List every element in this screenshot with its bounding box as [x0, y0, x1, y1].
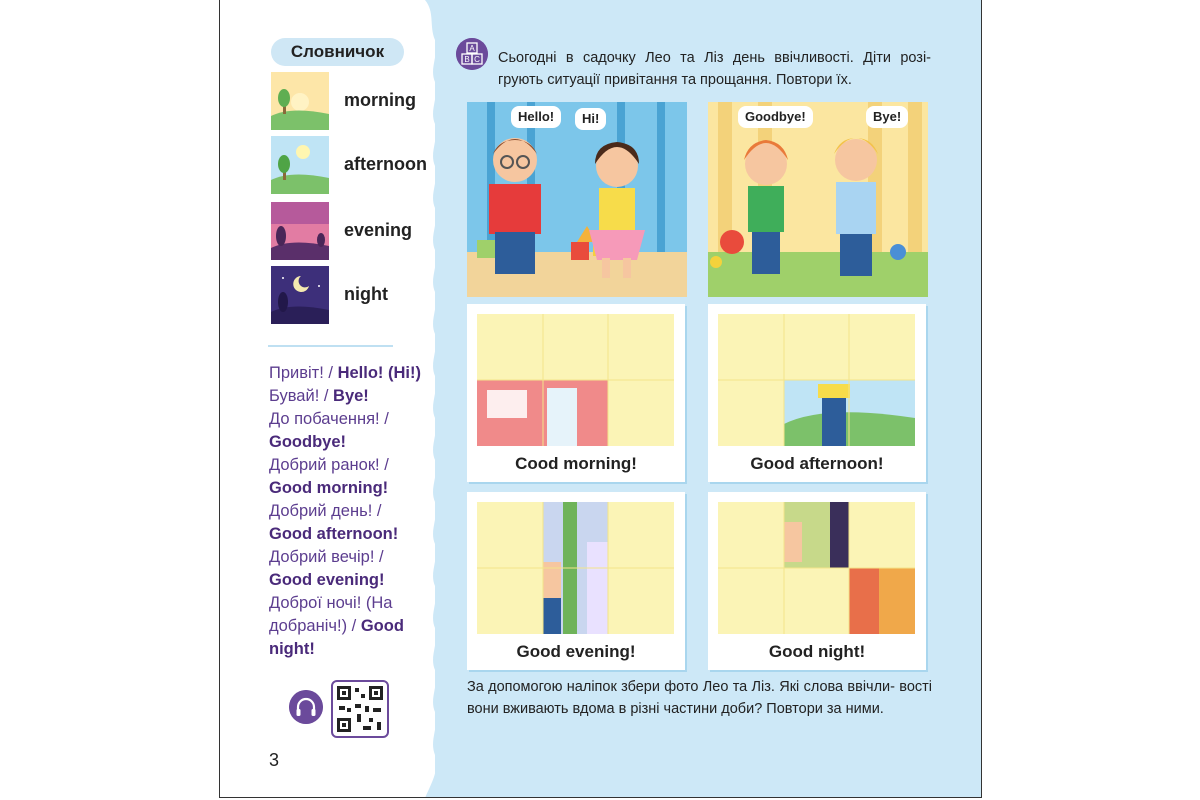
phrase-item: Бувай! / Bye!	[269, 387, 369, 405]
vocab-title: Словничок	[271, 38, 404, 66]
sticker-grid	[477, 502, 674, 634]
phrase-item: До побачення! / Goodbye!	[269, 410, 389, 451]
sticker-card-afternoon	[708, 304, 926, 482]
vocab-item-night	[271, 266, 441, 324]
headphones-icon[interactable]	[289, 690, 323, 724]
sticker-grid	[477, 314, 674, 446]
card-caption: Good evening!	[516, 642, 636, 661]
divider	[268, 345, 393, 347]
vocab-item-evening	[271, 202, 441, 260]
phrase-item: Доброї ночі! (На добраніч!) / Good night!	[269, 594, 404, 658]
intro-text: Сьогодні в садочку Лео та Ліз день ввічливості. Діти розі- грують ситуації привітання та прощання. Повтори їх.	[498, 50, 931, 88]
scene-goodbye	[708, 102, 928, 297]
sticker-card-night	[708, 492, 926, 670]
speech-bubble: Bye!	[866, 106, 908, 128]
speech-bubble: Goodbye!	[738, 106, 813, 128]
night-scene-icon	[271, 266, 329, 324]
phrase-list	[269, 362, 449, 661]
page-number: 3	[269, 750, 280, 770]
morning-scene-icon	[271, 72, 329, 130]
sticker-card-evening	[467, 492, 685, 670]
sticker-card-morning	[467, 304, 685, 482]
svg-text:B: B	[464, 55, 470, 64]
afternoon-scene-icon	[271, 136, 329, 194]
vocab-word: night	[344, 284, 388, 304]
abc-blocks-icon	[456, 38, 488, 70]
qr-code-icon[interactable]	[331, 680, 389, 738]
speech-bubble: Hi!	[575, 108, 606, 130]
outro-text: За допомогою наліпок збери фото Лео та Ліз. Які слова ввічли- вості вони вживають вдома в різні частини доби? Повтори за ними.	[467, 679, 932, 717]
scene-hello-illustration	[467, 102, 687, 297]
vocab-word: morning	[344, 90, 416, 110]
vocab-item-afternoon	[271, 136, 441, 194]
sticker-grid	[718, 314, 915, 446]
phrase-item: Добрий ранок! / Good morning!	[269, 456, 389, 497]
sticker-grid	[718, 502, 915, 634]
card-caption: Cood morning!	[515, 454, 637, 473]
evening-scene-icon	[271, 202, 329, 260]
svg-text:C: C	[474, 55, 480, 64]
phrase-item: Добрий вечір! / Good evening!	[269, 548, 385, 589]
vocab-item-morning	[271, 72, 441, 130]
card-caption: Good night!	[768, 642, 866, 661]
phrase-item: Добрий день! / Good afternoon!	[269, 502, 399, 543]
vocab-word: afternoon	[344, 154, 427, 174]
scene-goodbye-illustration	[708, 102, 928, 297]
book-page	[219, 0, 982, 798]
vocab-word: evening	[344, 220, 413, 240]
phrase-item: Привіт! / Hello! (Hi!)	[269, 364, 421, 382]
svg-text:A: A	[469, 44, 475, 53]
card-caption: Good afternoon!	[750, 454, 884, 473]
speech-bubble: Hello!	[511, 106, 561, 128]
scene-hello	[467, 102, 687, 297]
